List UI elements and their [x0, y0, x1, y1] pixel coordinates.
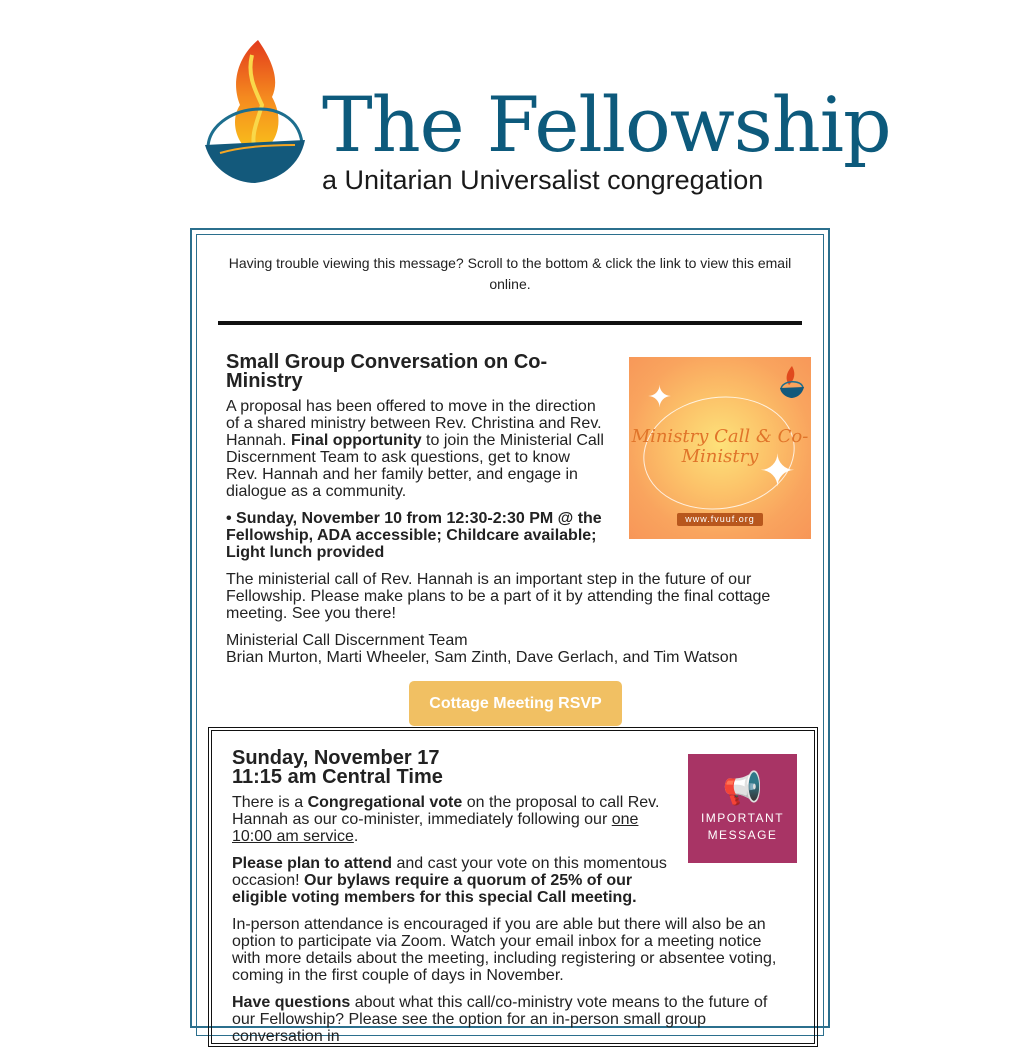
chalice-flame-icon [779, 365, 805, 399]
image-url: www.fvuuf.org [677, 513, 763, 526]
signature-names: Brian Murton, Marti Wheeler, Sam Zinth, Dave Gerlach, and Tim Watson [226, 649, 738, 666]
intro-text: A proposal has been offered to move in the direction of a shared ministry between Rev. Christina and Rev. Hannah. [226, 398, 602, 449]
sparkle-icon: ✦ [759, 447, 796, 496]
questions-paragraph [232, 994, 794, 1045]
sparkle-icon: ✦ [647, 381, 673, 414]
vote-time: 11:15 am Central Time [232, 766, 443, 788]
divider [218, 321, 802, 325]
intro-paragraph [226, 398, 606, 500]
important-message-image [688, 754, 797, 863]
co-ministry-section [226, 351, 809, 676]
intro-bold: Final opportunity [290, 432, 422, 449]
attend-bold: Please plan to attend [232, 855, 393, 872]
zoom-paragraph: In-person attendance is encouraged if you are able but there will also be an option to participate via Zoom. Watch your email inbox for a meeting notice with more details about the meeting, including registering or absentee voting, coming in the first couple of days in November. [232, 916, 777, 984]
logo-title: The Fellowship [322, 80, 891, 169]
service-link[interactable]: one 10:00 am service [232, 811, 639, 845]
questions-bold: Have questions [232, 994, 351, 1011]
vote-date: Sunday, November 17 [232, 747, 440, 769]
vote-paragraph [232, 794, 672, 845]
chalice-flame-icon [200, 35, 310, 190]
attend-text: and cast your vote on this momentous occasion! [232, 855, 667, 889]
logo-subtitle: a Unitarian Universalist congregation [322, 165, 764, 195]
email-container [190, 228, 830, 1045]
important-message-label: IMPORTANT MESSAGE [700, 811, 785, 842]
vote-bold: Congregational vote [307, 794, 463, 811]
cottage-meeting-rsvp-button[interactable]: Cottage Meeting RSVP [409, 681, 622, 726]
megaphone-icon: 📢 [722, 770, 763, 806]
vote-announcement-box [208, 727, 818, 1047]
vote-period: . [353, 828, 359, 845]
attend-paragraph [232, 855, 672, 906]
view-online-notice: Having trouble viewing this message? Scroll to the bottom & click the link to view this email online. [228, 255, 792, 292]
quorum-bold: Our bylaws require a quorum of 25% of our eligible voting members for this special Call meeting. [232, 872, 637, 906]
header-logo [200, 35, 891, 205]
call-paragraph: The ministerial call of Rev. Hannah is an important step in the future of our Fellowship. Please make plans to be a part of it by attending the final cottage meeting. See you there! [226, 571, 771, 622]
image-title: Ministry Call & Co-Ministry [631, 426, 809, 467]
ministry-call-image [629, 357, 811, 539]
signature-team: Ministerial Call Discernment Team [226, 632, 468, 649]
email-inner-border [196, 234, 824, 1045]
questions-text: about what this call/co-ministry vote means to the future of our Fellowship? Please see the option for an in-person small group conversation in [232, 994, 768, 1045]
event-details: • Sunday, November 10 from 12:30-2:30 PM @ the Fellowship, ADA accessible; Childcare available; Light lunch provided [226, 510, 602, 561]
vote-text-continued: on the proposal to call Rev. Hannah as our co-minister, immediately following our [232, 794, 660, 828]
intro-text-continued: to join the Ministerial Call Discernment Team to ask questions, get to know Rev. Hannah and her family better, and engage in dialogue as a community. [226, 432, 604, 500]
vote-section [232, 749, 794, 1055]
vote-text: There is a [232, 794, 308, 811]
section-title: Small Group Conversation on Co-Ministry [226, 351, 548, 392]
